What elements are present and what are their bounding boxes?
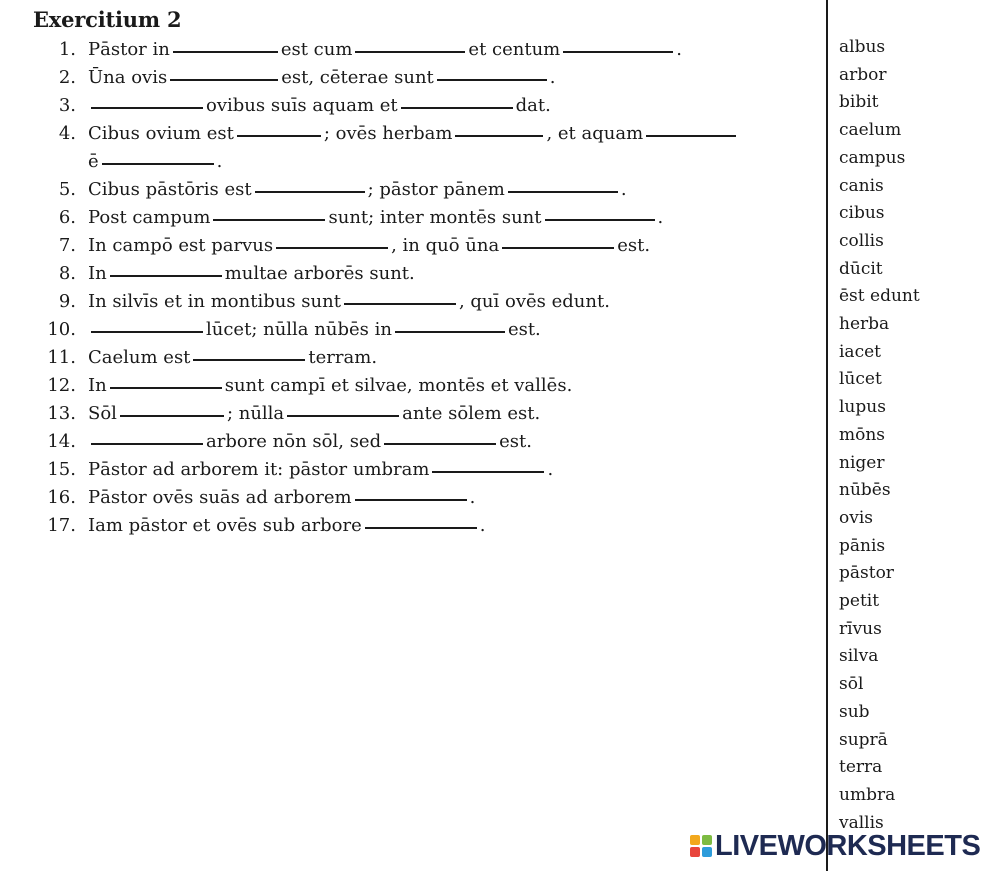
liveworksheets-logo — [690, 828, 980, 864]
word-bank-item: terra — [839, 757, 883, 777]
item-text-segment: In — [88, 263, 107, 284]
item-text-segment: Cibus pāstōris est — [88, 179, 252, 200]
word-bank-item: rīvus — [839, 619, 882, 639]
item-text-segment: ante sōlem est. — [402, 403, 541, 424]
answer-blank[interactable] — [287, 414, 399, 417]
item-text-segment: est. — [499, 431, 532, 452]
item-text — [88, 372, 572, 400]
item-text-segment: est, cēterae sunt — [281, 67, 434, 88]
item-text-segment: , in quō ūna — [391, 235, 500, 256]
item-text-segment: lūcet; nūlla nūbēs in — [206, 319, 392, 340]
item-text-segment: Pāstor ad arborem it: pāstor umbram — [88, 459, 430, 480]
item-text-segment: Sōl — [88, 403, 117, 424]
answer-blank[interactable] — [91, 330, 203, 333]
item-number: 2. — [58, 67, 76, 88]
word-bank-item: pānis — [839, 536, 886, 556]
item-text — [88, 176, 627, 204]
item-text-segment: est cum — [280, 39, 353, 60]
item-number: 17. — [47, 515, 76, 536]
item-text-segment: . — [657, 207, 664, 228]
answer-blank[interactable] — [563, 50, 673, 53]
column-divider — [826, 0, 828, 871]
answer-blank[interactable] — [237, 134, 321, 137]
item-text-segment: . — [479, 515, 486, 536]
item-text — [88, 232, 650, 260]
answer-blank[interactable] — [502, 246, 614, 249]
item-text — [88, 400, 540, 428]
word-bank-item: mōns — [839, 425, 886, 445]
logo-square — [702, 835, 712, 845]
word-bank-item: umbra — [839, 785, 896, 805]
item-text-segment: , et aquam — [546, 123, 644, 144]
word-bank-item: ēst edunt — [839, 286, 920, 306]
word-bank-item: herba — [839, 314, 890, 334]
answer-blank[interactable] — [365, 526, 477, 529]
exercise-title: Exercitium 2 — [33, 7, 182, 32]
word-bank-item: lupus — [839, 397, 886, 417]
item-text-segment: . — [469, 487, 476, 508]
item-number: 10. — [47, 319, 76, 340]
item-text-segment: ē — [88, 151, 99, 172]
answer-blank[interactable] — [276, 246, 388, 249]
word-bank-item: silva — [839, 646, 879, 666]
word-bank-item: petit — [839, 591, 880, 611]
answer-blank[interactable] — [91, 442, 203, 445]
word-bank-item: campus — [839, 148, 906, 168]
word-bank-item: vallis — [839, 813, 884, 833]
item-text-segment: In silvīs et in montibus sunt — [88, 291, 341, 312]
item-text-segment: sunt; inter montēs sunt — [328, 207, 542, 228]
answer-blank[interactable] — [384, 442, 496, 445]
answer-blank[interactable] — [110, 386, 222, 389]
item-text-segment: Iam pāstor et ovēs sub arbore — [88, 515, 362, 536]
word-bank-item: caelum — [839, 120, 902, 140]
item-text-segment: Pāstor in — [88, 39, 170, 60]
item-text-segment: Ūna ovis — [88, 67, 168, 88]
word-bank-item: canis — [839, 176, 884, 196]
item-text — [88, 64, 556, 92]
answer-blank[interactable] — [545, 218, 655, 221]
item-text-segment: est. — [507, 319, 541, 340]
item-text-segment: Cibus ovium est — [88, 123, 234, 144]
word-bank-item: dūcit — [839, 259, 883, 279]
item-number: 7. — [58, 235, 76, 256]
item-text-segment: . — [547, 459, 554, 480]
answer-blank[interactable] — [170, 78, 278, 81]
item-number: 9. — [58, 291, 76, 312]
word-bank-item: pāstor — [839, 563, 894, 583]
answer-blank[interactable] — [102, 162, 214, 165]
answer-blank[interactable] — [355, 50, 465, 53]
item-text — [88, 204, 663, 232]
answer-blank[interactable] — [437, 78, 547, 81]
item-text-segment: In campō est parvus — [88, 235, 274, 256]
logo-square — [702, 847, 712, 857]
answer-blank[interactable] — [355, 498, 467, 501]
answer-blank[interactable] — [193, 358, 305, 361]
item-text-segment: terram. — [308, 347, 378, 368]
item-text-segment: ; ovēs herbam — [323, 123, 453, 144]
answer-blank[interactable] — [344, 302, 456, 305]
word-bank-item: sōl — [839, 674, 864, 694]
word-bank-item: ovis — [839, 508, 873, 528]
item-number: 8. — [58, 263, 76, 284]
item-number: 15. — [47, 459, 76, 480]
logo-text: LIVEWORKSHEETS — [715, 829, 981, 862]
word-bank-item: niger — [839, 453, 885, 473]
word-bank-item: sub — [839, 702, 870, 722]
word-bank-item: nūbēs — [839, 480, 891, 500]
item-text — [88, 288, 610, 316]
item-text-segment: est. — [617, 235, 651, 256]
item-number: 14. — [47, 431, 76, 452]
item-number: 5. — [58, 179, 76, 200]
item-number: 16. — [47, 487, 76, 508]
answer-blank[interactable] — [508, 190, 618, 193]
word-bank-item: cibus — [839, 203, 885, 223]
item-text — [88, 484, 475, 512]
word-bank-item: collis — [839, 231, 884, 251]
item-text-segment: . — [620, 179, 627, 200]
item-text-segment: ; nūlla — [226, 403, 285, 424]
item-text-segment: Caelum est — [88, 347, 191, 368]
answer-blank[interactable] — [255, 190, 365, 193]
item-text — [88, 316, 541, 344]
item-text-segment: . — [676, 39, 682, 60]
word-bank-item: lūcet — [839, 369, 882, 389]
item-number: 13. — [47, 403, 76, 424]
logo-square — [690, 847, 700, 857]
logo-square — [690, 835, 700, 845]
word-bank-item: iacet — [839, 342, 881, 362]
item-text-segment: et centum — [468, 39, 561, 60]
answer-blank[interactable] — [401, 106, 513, 109]
logo-icon — [690, 835, 712, 857]
answer-blank[interactable] — [432, 470, 544, 473]
item-text-segment: . — [549, 67, 556, 88]
item-number: 12. — [47, 375, 76, 396]
item-text — [88, 428, 532, 456]
answer-blank[interactable] — [91, 106, 203, 109]
item-text-segment: dat. — [515, 95, 551, 116]
item-text-segment: . — [216, 151, 223, 172]
item-text-segment: Pāstor ovēs suās ad arborem — [88, 487, 352, 508]
item-text — [88, 456, 553, 484]
answer-blank[interactable] — [120, 414, 224, 417]
item-text-segment: In — [88, 375, 107, 396]
item-text — [88, 512, 486, 540]
item-text-segment: multae arborēs sunt. — [224, 263, 415, 284]
item-text — [88, 148, 222, 176]
item-text — [88, 36, 682, 64]
word-bank-item: suprā — [839, 730, 888, 750]
item-text — [88, 92, 551, 120]
item-number: 1. — [58, 39, 76, 60]
item-text-segment: sunt campī et silvae, montēs et vallēs. — [224, 375, 573, 396]
item-number: 4. — [58, 123, 76, 144]
word-bank-item: bibit — [839, 92, 879, 112]
item-text-segment: ; pāstor pānem — [367, 179, 505, 200]
item-text — [88, 344, 377, 372]
answer-blank[interactable] — [213, 218, 325, 221]
item-number: 11. — [47, 347, 76, 368]
item-text-segment: ovibus suīs aquam et — [206, 95, 398, 116]
answer-blank[interactable] — [173, 50, 278, 53]
answer-blank[interactable] — [646, 134, 736, 137]
word-bank-item: arbor — [839, 65, 887, 85]
item-text-segment: arbore nōn sōl, sed — [206, 431, 382, 452]
item-text — [88, 260, 415, 288]
answer-blank[interactable] — [110, 274, 222, 277]
item-number: 3. — [58, 95, 76, 116]
item-text-segment: , quī ovēs edunt. — [458, 291, 610, 312]
item-text-segment: Post campum — [88, 207, 211, 228]
answer-blank[interactable] — [455, 134, 543, 137]
item-number: 6. — [58, 207, 76, 228]
answer-blank[interactable] — [395, 330, 505, 333]
word-bank-item: albus — [839, 37, 886, 57]
item-text — [88, 120, 739, 148]
